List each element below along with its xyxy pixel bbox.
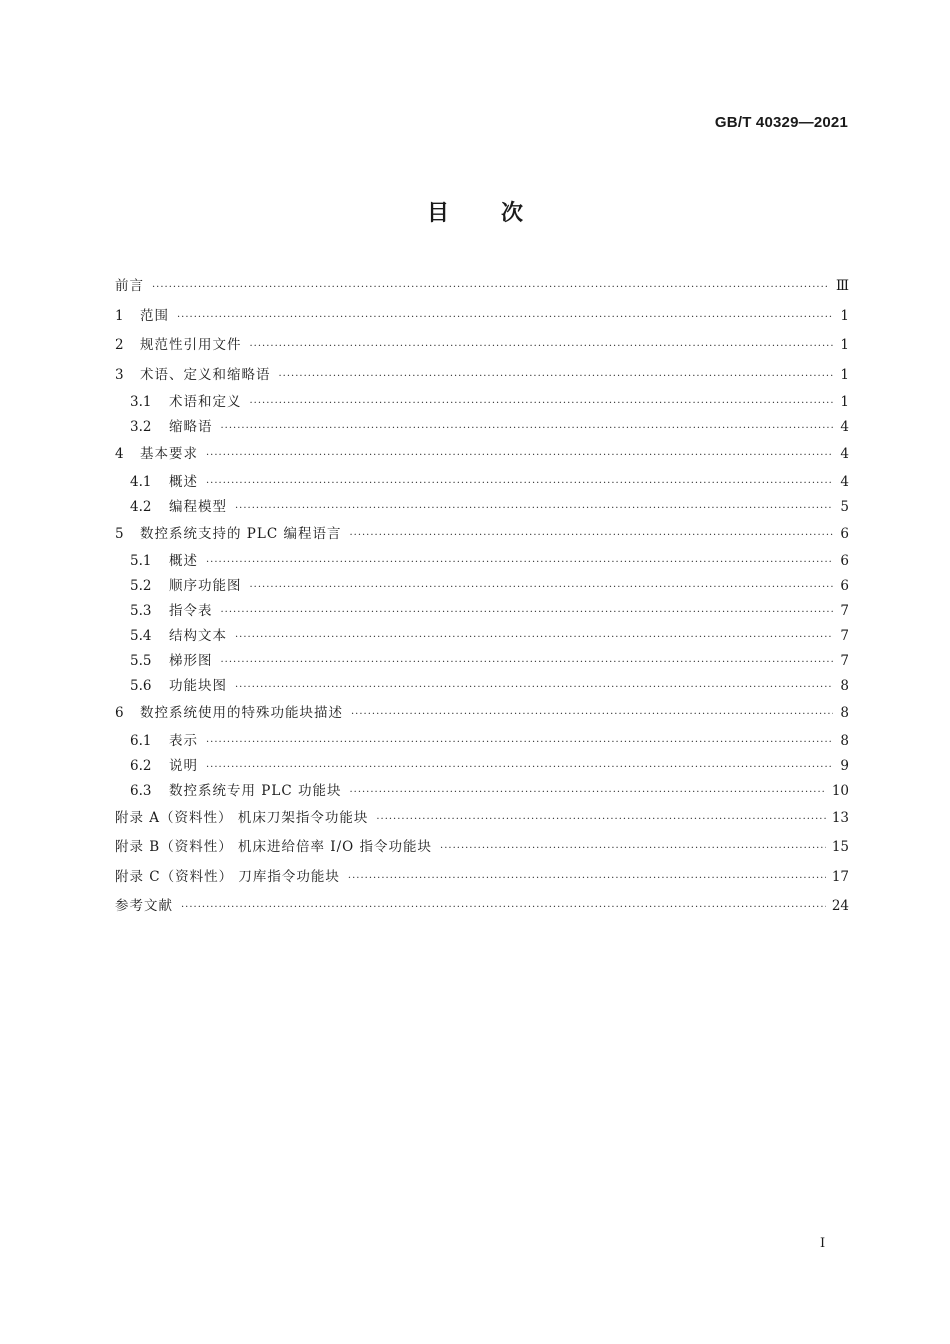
dot-leader — [181, 893, 826, 923]
toc-entry-page: 1 — [840, 307, 849, 324]
dot-leader — [351, 700, 833, 730]
toc-entry-number: 4 — [115, 446, 124, 462]
toc-entry[interactable] — [115, 863, 849, 893]
table-of-contents — [115, 272, 849, 922]
dot-leader — [235, 675, 833, 700]
toc-entry-label: 前言 — [115, 278, 144, 294]
toc-entry-number: 5 — [115, 525, 124, 542]
title-char-right: 次 — [501, 201, 524, 226]
toc-entry-page: 7 — [840, 628, 849, 644]
dot-leader — [152, 273, 830, 303]
toc-entry-page: 4 — [840, 446, 849, 462]
toc-entry-label: 规范性引用文件 — [140, 337, 242, 353]
dot-leader — [221, 650, 834, 675]
toc-entry-label: 术语和定义 — [169, 394, 242, 410]
toc-entry[interactable] — [115, 415, 849, 440]
dot-leader — [279, 362, 834, 392]
toc-entry[interactable] — [115, 779, 849, 804]
toc-entry-page: 5 — [840, 498, 849, 515]
toc-entry-label: 结构文本 — [169, 628, 227, 644]
toc-entry-label: 基本要求 — [140, 446, 198, 462]
dot-leader — [250, 332, 834, 362]
toc-entry-label: 参考文献 — [115, 898, 173, 914]
dot-leader — [177, 303, 833, 333]
dot-leader — [440, 834, 826, 864]
dot-leader — [235, 496, 833, 521]
dot-leader — [235, 625, 833, 650]
toc-entry-number: 3 — [115, 366, 124, 383]
toc-entry-label: 功能块图 — [169, 678, 227, 694]
toc-entry-number: 6.1 — [130, 732, 152, 749]
toc-entry-page: 1 — [840, 337, 849, 353]
toc-entry-label: 编程模型 — [169, 498, 227, 515]
toc-entry[interactable] — [115, 331, 849, 361]
toc-entry-label: 数控系统专用 PLC 功能块 — [169, 782, 342, 799]
toc-entry-number: 6.2 — [130, 757, 152, 774]
toc-entry-number: 4.1 — [130, 473, 152, 490]
toc-entry-page: 6 — [840, 578, 849, 594]
dot-leader — [376, 805, 825, 835]
toc-entry-page: 15 — [831, 839, 849, 855]
toc-entry[interactable] — [115, 361, 849, 391]
toc-entry[interactable] — [115, 574, 849, 599]
toc-entry-number: 5.1 — [130, 553, 152, 569]
toc-entry[interactable] — [115, 674, 849, 699]
toc-entry-label: 概述 — [169, 473, 198, 490]
toc-entry-number: 6 — [115, 705, 124, 721]
page-title — [0, 196, 950, 227]
page-number: I — [820, 1236, 826, 1251]
toc-entry-number: 6.3 — [130, 782, 152, 799]
toc-entry[interactable] — [115, 390, 849, 415]
toc-entry[interactable] — [115, 833, 849, 863]
dot-leader — [250, 575, 834, 600]
dot-leader — [349, 780, 825, 805]
toc-entry[interactable] — [115, 892, 849, 922]
toc-entry-number: 3.2 — [130, 419, 152, 435]
toc-entry-page: 10 — [831, 782, 849, 799]
toc-entry[interactable] — [115, 754, 849, 779]
toc-entry-label: 顺序功能图 — [169, 578, 242, 594]
title-char-left: 目 — [426, 201, 449, 226]
toc-entry-page: 8 — [840, 732, 849, 749]
toc-entry-number: 5.5 — [130, 653, 152, 669]
dot-leader — [348, 864, 826, 894]
toc-entry-number: 1 — [115, 307, 124, 324]
toc-entry[interactable] — [115, 699, 849, 729]
toc-entry-label: 范围 — [140, 307, 169, 324]
toc-entry-number: 2 — [115, 337, 124, 353]
toc-entry-page: 4 — [840, 473, 849, 490]
toc-entry-page: 7 — [840, 653, 849, 669]
toc-entry[interactable] — [115, 272, 849, 302]
toc-entry-label: 指令表 — [169, 603, 213, 619]
toc-entry-page: 9 — [840, 757, 849, 774]
toc-entry[interactable] — [115, 520, 849, 550]
toc-entry[interactable] — [115, 649, 849, 674]
dot-leader — [206, 730, 833, 755]
toc-entry-number: 4.2 — [130, 498, 152, 515]
dot-leader — [221, 416, 834, 441]
toc-entry-label: 梯形图 — [169, 653, 213, 669]
toc-entry[interactable] — [115, 549, 849, 574]
toc-entry-label: 表示 — [169, 732, 198, 749]
toc-entry-label: 说明 — [169, 757, 198, 774]
dot-leader — [206, 471, 833, 496]
toc-entry-label: 附录 B（资料性） 机床进给倍率 I/O 指令功能块 — [115, 839, 433, 855]
toc-entry-number: 5.3 — [130, 603, 152, 619]
toc-entry-page: 8 — [840, 705, 849, 721]
dot-leader — [221, 600, 834, 625]
toc-entry[interactable] — [115, 470, 849, 495]
toc-entry[interactable] — [115, 440, 849, 470]
toc-entry-page: 4 — [840, 419, 849, 435]
toc-entry-page: 13 — [831, 809, 849, 826]
toc-entry-page: 7 — [840, 603, 849, 619]
toc-entry-label: 缩略语 — [169, 419, 213, 435]
dot-leader — [206, 441, 833, 471]
toc-entry-page: 24 — [831, 898, 849, 914]
dot-leader — [349, 521, 833, 551]
toc-entry-label: 术语、定义和缩略语 — [140, 366, 271, 383]
toc-entry[interactable] — [115, 599, 849, 624]
dot-leader — [206, 755, 833, 780]
dot-leader — [250, 391, 834, 416]
toc-entry-label: 概述 — [169, 553, 198, 569]
toc-entry-number: 5.6 — [130, 678, 152, 694]
toc-entry-page: 17 — [831, 868, 849, 885]
toc-entry-label: 附录 C（资料性） 刀库指令功能块 — [115, 868, 340, 885]
toc-entry-page: Ⅲ — [835, 278, 849, 294]
toc-entry[interactable] — [115, 729, 849, 754]
toc-entry[interactable] — [115, 804, 849, 834]
toc-entry-number: 3.1 — [130, 394, 152, 410]
toc-entry[interactable] — [115, 624, 849, 649]
toc-entry-page: 6 — [840, 553, 849, 569]
toc-entry[interactable] — [115, 495, 849, 520]
toc-entry-page: 1 — [840, 394, 849, 410]
toc-entry-number: 5.2 — [130, 578, 152, 594]
toc-entry-page: 6 — [840, 525, 849, 542]
toc-entry[interactable] — [115, 302, 849, 332]
toc-entry-number: 5.4 — [130, 628, 152, 644]
toc-entry-page: 8 — [840, 678, 849, 694]
toc-entry-label: 数控系统使用的特殊功能块描述 — [140, 705, 343, 721]
toc-entry-label: 附录 A（资料性） 机床刀架指令功能块 — [115, 809, 369, 826]
dot-leader — [206, 550, 833, 575]
toc-entry-page: 1 — [840, 366, 849, 383]
standard-code: GB/T 40329—2021 — [714, 114, 848, 131]
toc-entry-label: 数控系统支持的 PLC 编程语言 — [140, 525, 342, 542]
